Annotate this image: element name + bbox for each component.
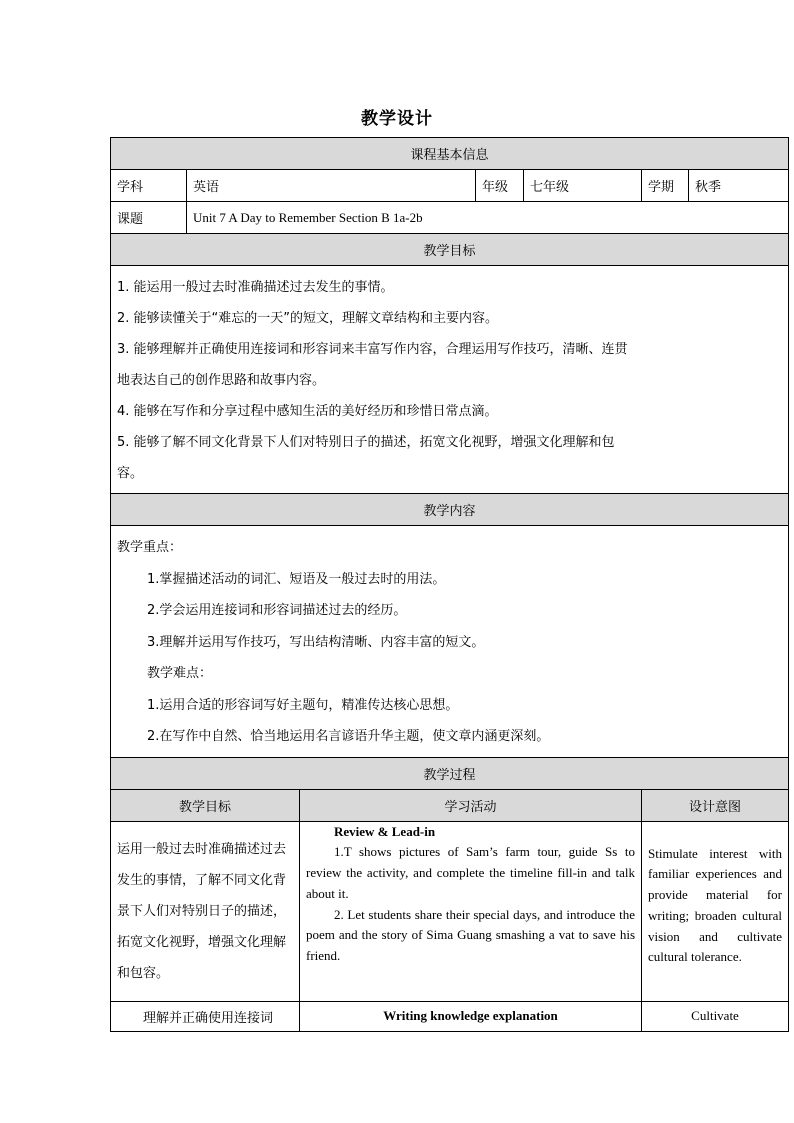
objectives-cell [111,266,789,494]
section-header-process: 教学过程 [111,757,789,789]
document-title: 教学设计 [361,109,433,129]
subject-label: 学科 [111,170,187,202]
process-row2-intent: Cultivate [642,1001,789,1031]
key-point: 3.理解并运用写作技巧，写出结构清晰、内容丰富的短文。 [147,634,485,650]
subject-value: 英语 [187,170,476,202]
section-header-content: 教学内容 [111,494,789,526]
objective-line: 2. 能够读懂关于“难忘的一天”的短文，理解文章结构和主要内容。 [117,311,499,326]
process-col-intent: 设计意图 [642,789,789,821]
process-row2-activity: Writing knowledge explanation [300,1001,642,1031]
difficult-point: 1.运用合适的形容词写好主题句，精准传达核心思想。 [147,697,459,713]
objective-line: 地表达自己的创作思路和故事内容。 [117,373,326,388]
objective-line: 1. 能运用一般过去时准确描述过去发生的事情。 [117,280,394,295]
process-col-activity: 学习活动 [300,789,642,821]
difficult-points-title: 教学难点： [147,666,213,681]
activity-step: 2. Let students share their special days, and introduce the poem and the story of Sima Guang smashing a vat to save his friend. [306,906,635,964]
objective-line: 容。 [117,466,144,481]
lesson-plan-table [110,137,789,1032]
process-row1-activity [300,821,642,1001]
topic-value: Unit 7 A Day to Remember Section B 1a-2b [187,202,789,234]
process-col-goal: 教学目标 [111,789,300,821]
grade-value: 七年级 [524,170,642,202]
process-row1-goal: 运用一般过去时准确描述过去发生的事情，了解不同文化背景下人们对特别日子的描述，拓宽文化视野，增强文化理解和包容。 [111,821,300,1001]
objective-line: 5. 能够了解不同文化背景下人们对特别日子的描述，拓宽文化视野，增强文化理解和包 [117,435,615,450]
key-points-title: 教学重点： [117,540,183,555]
process-row1-intent: Stimulate interest with familiar experiences and provide material for writing; broaden cultural vision and cultivate cultural tolerance. [642,821,789,1001]
difficult-point: 2.在写作中自然、恰当地运用名言谚语升华主题，使文章内涵更深刻。 [147,729,550,744]
activity-step: 1.T shows pictures of Sam’s farm tour, guide Ss to review the activity, and complete the timeline fill-in and talk about it. [306,844,635,901]
objective-line: 4. 能够在写作和分享过程中感知生活的美好经历和珍惜日常点滴。 [117,404,498,419]
activity-heading: Review & Lead-in [334,823,436,839]
term-label: 学期 [642,170,689,202]
process-row2-goal: 理解并正确使用连接词 [111,1001,300,1031]
topic-label: 课题 [111,202,187,234]
key-point: 1.掌握描述活动的词汇、短语及一般过去时的用法。 [147,571,446,587]
section-header-basic-info: 课程基本信息 [111,138,789,170]
term-value: 秋季 [689,170,789,202]
section-header-objectives: 教学目标 [111,234,789,266]
objective-line: 3. 能够理解并正确使用连接词和形容词来丰富写作内容，合理运用写作技巧，清晰、连贯 [117,342,628,357]
key-point: 2.学会运用连接词和形容词描述过去的经历。 [147,603,407,618]
grade-label: 年级 [476,170,524,202]
content-cell [111,526,789,758]
